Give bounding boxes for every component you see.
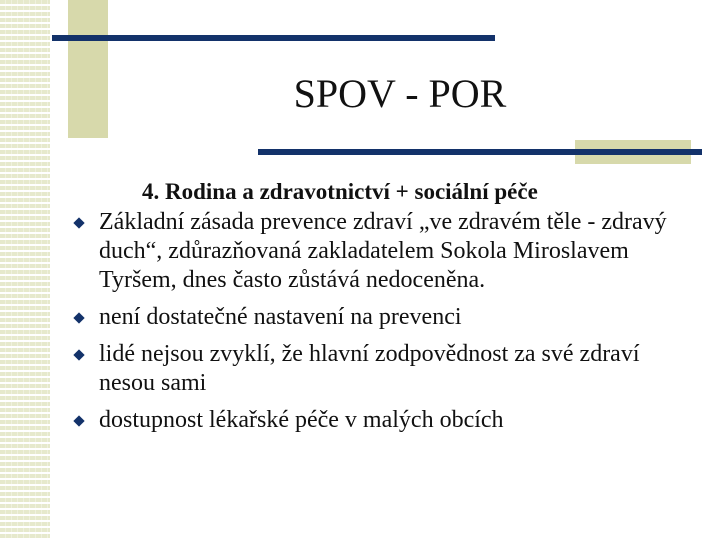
title-rule-bottom (258, 149, 702, 155)
slide-title: SPOV - POR (293, 71, 507, 116)
diamond-bullet-icon (73, 217, 84, 228)
bullet-text: lidé nejsou zvyklí, že hlavní zodpovědnost za své zdraví nesou sami (99, 341, 640, 396)
title-rule-top (52, 35, 495, 41)
bullet-list (74, 208, 694, 435)
bullet-text: Základní zásada prevence zdraví „ve zdravém těle - zdravý duch“, zdůrazňovaná zakladatelem Sokola Miroslavem Tyršem, dnes často zůstává nedoceněna. (99, 209, 667, 293)
bullet-item (74, 406, 694, 435)
bullet-text: není dostatečné nastavení na prevenci (99, 304, 462, 330)
diamond-bullet-icon (73, 312, 84, 323)
bullet-item (74, 340, 694, 398)
bullet-item (74, 303, 694, 332)
section-heading: 4. Rodina a zdravotnictví + sociální péče (142, 179, 538, 204)
accent-block-top (68, 0, 108, 138)
bullet-item (74, 208, 694, 295)
bullet-text: dostupnost lékařské péče v malých obcích (99, 407, 504, 433)
diamond-bullet-icon (73, 415, 84, 426)
diamond-bullet-icon (73, 349, 84, 360)
decorative-stripes (0, 0, 50, 540)
slide-body (74, 176, 694, 443)
